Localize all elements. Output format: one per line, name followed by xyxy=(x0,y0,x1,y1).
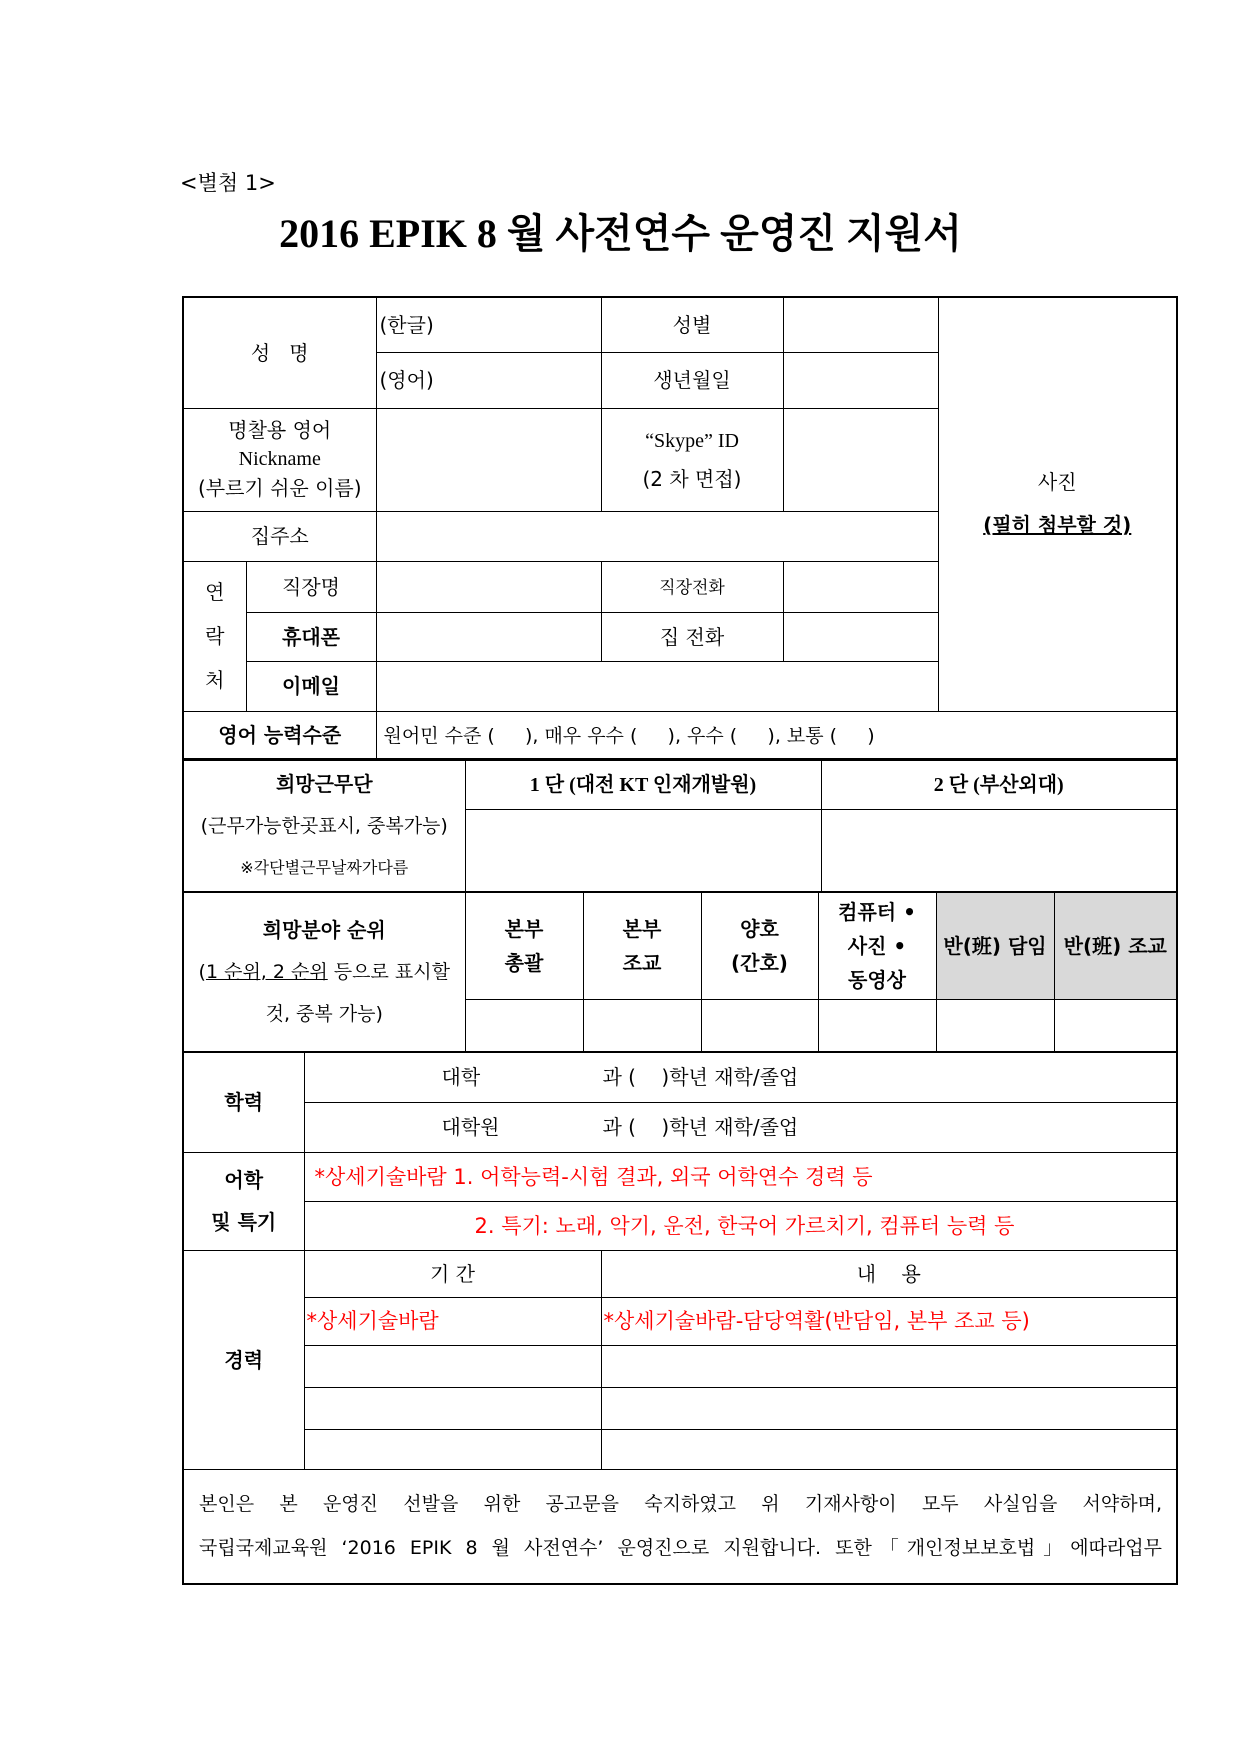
pledge-line: 국립국제교육원 ‘2016 EPIK 8 월 사전연수’ 운영진으로 지원합니다. 또한「개인정보보호법」에따라업무 xyxy=(199,1537,1163,1560)
role-rank-field[interactable] xyxy=(936,999,1054,1052)
education-row[interactable] xyxy=(304,1052,1177,1102)
work-phone-label-cell xyxy=(601,561,783,612)
preferred-role-note-underlined: 1 순위, 2 순위 xyxy=(205,961,328,983)
role-rank-field[interactable] xyxy=(465,999,583,1052)
role-rank-field[interactable] xyxy=(818,999,936,1052)
gender-label: 성별 xyxy=(672,312,712,337)
nickname-label-line: (부르기 쉬운 이름) xyxy=(197,476,362,500)
photo-cell[interactable] xyxy=(938,297,1177,711)
language-skills-label-cell xyxy=(183,1152,304,1250)
gender-field[interactable] xyxy=(783,297,938,352)
education-detail: 과 ( )학년 재학/졸업 xyxy=(602,1065,799,1090)
education-school: 대학 xyxy=(441,1065,481,1090)
contact-label-char: 처 xyxy=(205,668,225,692)
preferred-session-remark: ※각단별근무날짜가다름 xyxy=(240,857,409,877)
session-1-field[interactable] xyxy=(465,809,821,892)
english-level-options: 원어민 수준 ( ), 매우 우수 ( ), 우수 ( ), 보통 ( ) xyxy=(383,724,875,747)
education-label: 학력 xyxy=(224,1090,264,1115)
career-content-guide: *상세기술바람-담당역활(반담임, 본부 조교 등) xyxy=(603,1309,1030,1333)
photo-label: 사진 xyxy=(1037,470,1077,495)
address-label: 집주소 xyxy=(250,524,309,548)
role-header-homeroom-teacher xyxy=(936,892,1054,999)
mobile-label-cell xyxy=(246,612,376,661)
applicant-info-table xyxy=(182,296,1178,761)
preferred-role-label: 희망분야 순위 xyxy=(262,918,386,942)
skype-label-line: “Skype” ID xyxy=(645,429,739,452)
role-header-line: 컴퓨터 • xyxy=(838,899,916,924)
role-header-line: 반(班) 조교 xyxy=(1063,933,1167,958)
session-2-label: 2 단 (부산외대) xyxy=(933,773,1064,796)
name-english-field[interactable] xyxy=(376,352,601,408)
role-header-line: 본부 xyxy=(504,916,544,941)
role-header-line: 사진 • xyxy=(847,933,907,958)
skype-field[interactable] xyxy=(783,408,938,511)
form-title: 2016 EPIK 8 월 사전연수 운영진 지원서 xyxy=(279,211,962,256)
preferred-role-note-line2: 것, 중복 가능) xyxy=(265,1003,383,1025)
skype-label-cell xyxy=(601,408,783,511)
preferred-session-table xyxy=(182,758,1178,893)
role-header-line: 동영상 xyxy=(848,967,906,992)
email-field[interactable] xyxy=(376,661,938,711)
education-school: 대학원 xyxy=(441,1115,500,1139)
workplace-label: 직장명 xyxy=(282,574,340,599)
name-korean-label: (한글) xyxy=(379,312,434,337)
photo-note: (필히 첨부할 것) xyxy=(983,513,1132,538)
role-header-media xyxy=(818,892,936,999)
home-phone-label-cell xyxy=(601,612,783,661)
language-skills-label-line: 어학 xyxy=(224,1168,264,1192)
role-header-hq-assistant xyxy=(583,892,701,999)
nickname-label-line: Nickname xyxy=(238,448,321,470)
contact-label-char: 연 xyxy=(205,580,225,604)
nickname-label-line: 명찰용 영어 xyxy=(228,418,332,442)
language-guide-line: *상세기술바람 1. 어학능력-시험 결과, 외국 어학연수 경력 등 xyxy=(314,1164,873,1189)
role-header-line: 양호 xyxy=(740,916,779,941)
role-rank-field[interactable] xyxy=(701,999,818,1052)
role-header-line: 총괄 xyxy=(504,950,544,975)
name-label-cell xyxy=(183,297,376,408)
workplace-field[interactable] xyxy=(376,561,601,612)
education-row[interactable] xyxy=(304,1102,1177,1152)
career-period-header-label: 기 간 xyxy=(430,1261,475,1286)
preferred-session-label: 희망근무단 xyxy=(275,771,373,796)
mobile-field[interactable] xyxy=(376,612,601,661)
english-level-field[interactable] xyxy=(376,711,1177,760)
english-level-label: 영어 능력수준 xyxy=(218,723,342,748)
career-label-cell xyxy=(183,1250,304,1469)
session-2-field[interactable] xyxy=(821,809,1177,892)
language-guide-line: 2. 특기: 노래, 악기, 운전, 한국어 가르치기, 컴퓨터 능력 등 xyxy=(474,1213,1015,1238)
home-phone-label: 집 전화 xyxy=(659,624,725,649)
preferred-session-note: (근무가능한곳표시, 중복가능) xyxy=(200,814,448,837)
session-1-header xyxy=(465,759,821,809)
education-label-cell xyxy=(183,1052,304,1152)
preferred-role-table xyxy=(182,891,1178,1053)
session-1-label: 1 단 (대전 KT 인재개발원) xyxy=(529,773,757,796)
home-phone-field[interactable] xyxy=(783,612,938,661)
role-header-nursing xyxy=(701,892,818,999)
role-header-hq-general xyxy=(465,892,583,999)
nickname-label-cell xyxy=(183,408,376,511)
preferred-role-note xyxy=(187,951,462,993)
language-skills-label-line: 및 특기 xyxy=(211,1210,277,1234)
preferred-role-note-prefix: ( xyxy=(198,961,206,983)
role-header-line: 반(班) 담임 xyxy=(943,933,1047,958)
role-header-line: 본부 xyxy=(622,916,662,941)
name-label: 성 명 xyxy=(250,340,309,365)
role-rank-field[interactable] xyxy=(1054,999,1177,1052)
role-header-line: (간호) xyxy=(731,950,788,975)
career-period-guide: *상세기술바람 xyxy=(306,1309,439,1333)
contact-label-char: 락 xyxy=(205,624,225,648)
career-content-header-label: 내 용 xyxy=(856,1261,921,1286)
email-label-cell xyxy=(246,661,376,711)
career-content-header xyxy=(601,1250,1177,1297)
workplace-label-cell xyxy=(246,561,376,612)
career-period-field[interactable] xyxy=(304,1297,601,1345)
background-table xyxy=(182,1051,1178,1585)
work-phone-field[interactable] xyxy=(783,561,938,612)
career-content-field[interactable] xyxy=(601,1387,1177,1429)
role-rank-field[interactable] xyxy=(583,999,701,1052)
attachment-label: <별첨 1> xyxy=(180,171,276,195)
career-label: 경력 xyxy=(224,1347,264,1372)
education-detail: 과 ( )학년 재학/졸업 xyxy=(602,1115,799,1139)
english-level-label-cell xyxy=(183,711,376,760)
preferred-role-label-cell xyxy=(183,892,465,1052)
special-skills-field[interactable] xyxy=(304,1201,1177,1250)
session-2-header xyxy=(821,759,1177,809)
preferred-session-label-cell xyxy=(183,759,465,892)
nickname-field[interactable] xyxy=(376,408,601,511)
email-label: 이메일 xyxy=(282,674,340,698)
preferred-role-note-suffix: 등으로 표시할 xyxy=(327,961,450,983)
career-content-field[interactable] xyxy=(601,1345,1177,1387)
address-label-cell xyxy=(183,511,376,561)
career-period-header xyxy=(304,1250,601,1297)
skype-label-line: (2 차 면접) xyxy=(642,466,742,491)
career-period-field[interactable] xyxy=(304,1429,601,1469)
contact-label-cell xyxy=(183,561,246,711)
mobile-label: 휴대폰 xyxy=(282,624,340,649)
career-content-field[interactable] xyxy=(601,1297,1177,1345)
birthdate-label-cell xyxy=(601,352,783,408)
career-period-field[interactable] xyxy=(304,1387,601,1429)
career-content-field[interactable] xyxy=(601,1429,1177,1469)
gender-label-cell xyxy=(601,297,783,352)
language-skills-field[interactable] xyxy=(304,1152,1177,1201)
address-field[interactable] xyxy=(376,511,938,561)
name-korean-field[interactable] xyxy=(376,297,601,352)
role-header-line: 조교 xyxy=(622,950,662,975)
birthdate-label: 생년월일 xyxy=(653,368,731,392)
name-english-label: (영어) xyxy=(379,368,434,392)
work-phone-label: 직장전화 xyxy=(659,577,725,598)
career-period-field[interactable] xyxy=(304,1345,601,1387)
birthdate-field[interactable] xyxy=(783,352,938,408)
pledge-cell xyxy=(183,1469,1177,1584)
role-header-homeroom-assistant xyxy=(1054,892,1177,999)
pledge-line: 본인은 본 운영진 선발을 위한 공고문을 숙지하였고 위 기재사항이 모두 사실임을 서약하며, xyxy=(199,1493,1163,1516)
